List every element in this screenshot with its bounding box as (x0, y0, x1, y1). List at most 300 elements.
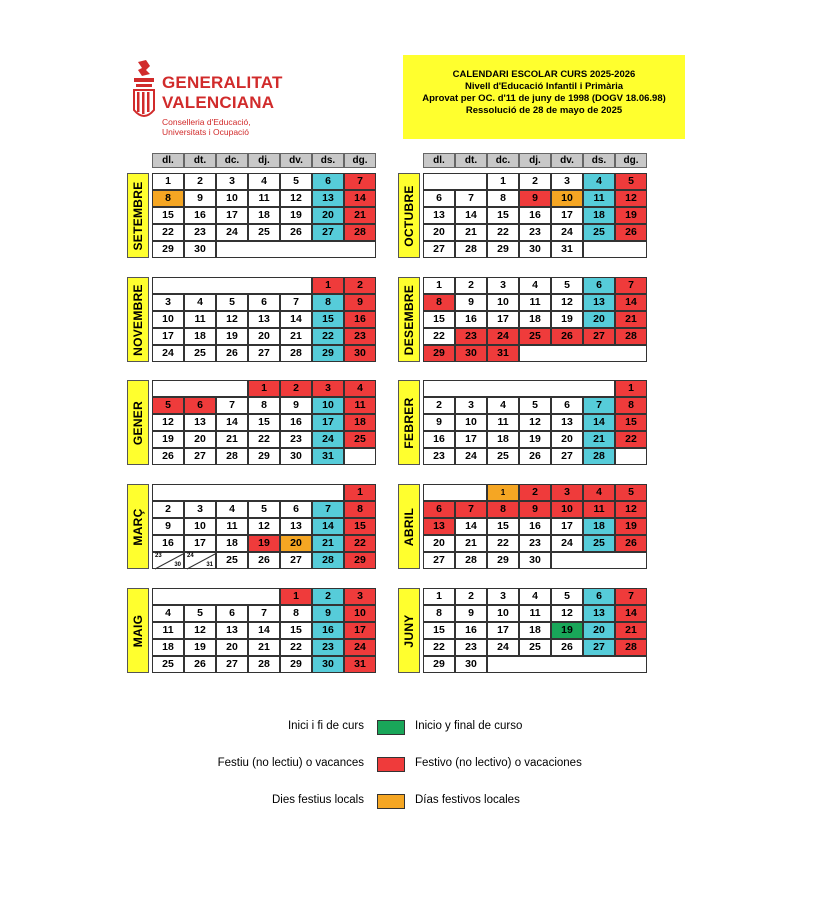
month-name: FEBRER (402, 396, 416, 449)
day-cell: 29 (487, 552, 519, 569)
day-cell: 20 (248, 328, 280, 345)
day-cell: 8 (487, 190, 519, 207)
weekday-header: dj. (519, 153, 551, 168)
day-cell: 16 (423, 431, 455, 448)
day-cell: 4 (487, 397, 519, 414)
day-cell: 22 (344, 535, 376, 552)
day-cell: 12 (615, 501, 647, 518)
day-cell: 28 (280, 345, 312, 362)
day-cell: 30 (519, 552, 551, 569)
day-cell: 1 (344, 484, 376, 501)
weekday-header: ds. (583, 153, 615, 168)
month-label-band (127, 277, 149, 362)
day-cell: 13 (423, 518, 455, 535)
day-cell: 10 (312, 397, 344, 414)
day-cell: 29 (152, 241, 184, 258)
day-cell: 16 (152, 535, 184, 552)
weekday-header: dg. (615, 153, 647, 168)
day-cell: 26 (551, 328, 583, 345)
day-cell: 18 (519, 622, 551, 639)
day-cell: 26 (615, 535, 647, 552)
day-cell: 27 (551, 448, 583, 465)
day-cell: 23 (455, 639, 487, 656)
day-cell: 3 (551, 173, 583, 190)
day-cell: 16 (344, 311, 376, 328)
day-cell: 28 (248, 656, 280, 673)
day-cell: 17 (184, 535, 216, 552)
generalitat-emblem-icon (132, 60, 156, 132)
day-cell: 28 (583, 448, 615, 465)
header-title: CALENDARI ESCOLAR CURS 2025-2026 (452, 69, 636, 80)
split-day-first: 24 (187, 553, 194, 559)
day-cell: 29 (487, 241, 519, 258)
day-cell: 21 (615, 311, 647, 328)
day-cell: 14 (615, 605, 647, 622)
weekday-header: dl. (152, 153, 184, 168)
day-cell: 15 (280, 622, 312, 639)
day-cell: 25 (583, 535, 615, 552)
split-day-cell (184, 552, 216, 569)
day-cell: 25 (519, 639, 551, 656)
logo-name-line2: VALENCIANA (162, 93, 275, 112)
day-cell: 1 (248, 380, 280, 397)
day-cell: 4 (184, 294, 216, 311)
day-cell: 22 (248, 431, 280, 448)
day-cell: 7 (455, 190, 487, 207)
day-cell: 26 (519, 448, 551, 465)
day-cell: 3 (312, 380, 344, 397)
day-cell: 26 (152, 448, 184, 465)
day-cell: 19 (519, 431, 551, 448)
day-cell: 4 (519, 277, 551, 294)
day-cell: 24 (344, 639, 376, 656)
logo-name-line1: GENERALITAT (162, 73, 283, 92)
day-cell: 20 (551, 431, 583, 448)
day-cell: 25 (519, 328, 551, 345)
day-cell: 16 (184, 207, 216, 224)
day-cell: 6 (583, 277, 615, 294)
day-cell: 1 (423, 277, 455, 294)
day-cell: 12 (184, 622, 216, 639)
day-cell: 19 (216, 328, 248, 345)
day-cell: 27 (583, 639, 615, 656)
day-cell: 9 (312, 605, 344, 622)
empty-cell (152, 588, 280, 605)
day-cell: 6 (423, 190, 455, 207)
day-cell: 15 (615, 414, 647, 431)
day-cell: 24 (551, 535, 583, 552)
day-cell: 8 (423, 605, 455, 622)
day-cell: 29 (423, 656, 455, 673)
day-cell: 29 (248, 448, 280, 465)
month-label-band (398, 380, 420, 465)
day-cell: 4 (583, 484, 615, 501)
day-cell: 3 (551, 484, 583, 501)
day-cell: 8 (280, 605, 312, 622)
day-cell: 30 (455, 656, 487, 673)
day-cell: 4 (152, 605, 184, 622)
day-cell: 28 (216, 448, 248, 465)
day-cell: 2 (519, 484, 551, 501)
day-cell: 1 (487, 484, 519, 501)
legend-label-es: Días festivos locales (415, 794, 520, 806)
day-cell: 5 (615, 173, 647, 190)
day-cell: 19 (248, 535, 280, 552)
day-cell: 28 (344, 224, 376, 241)
day-cell: 13 (583, 605, 615, 622)
legend-label-es: Inicio y final de curso (415, 720, 523, 732)
day-cell: 30 (344, 345, 376, 362)
day-cell: 31 (487, 345, 519, 362)
day-cell: 5 (551, 588, 583, 605)
day-cell: 1 (423, 588, 455, 605)
day-cell: 22 (487, 224, 519, 241)
day-cell: 13 (551, 414, 583, 431)
empty-cell (423, 484, 487, 501)
day-cell: 1 (280, 588, 312, 605)
day-cell: 31 (344, 656, 376, 673)
day-cell: 8 (423, 294, 455, 311)
day-cell: 6 (248, 294, 280, 311)
day-cell: 9 (152, 518, 184, 535)
legend-label-es: Festivo (no lectivo) o vacaciones (415, 757, 582, 769)
day-cell: 23 (344, 328, 376, 345)
day-cell: 9 (423, 414, 455, 431)
day-cell: 27 (280, 552, 312, 569)
weekday-header: dl. (423, 153, 455, 168)
day-cell: 17 (551, 518, 583, 535)
day-cell: 10 (455, 414, 487, 431)
day-cell: 25 (216, 552, 248, 569)
legend-label-ca: Dies festius locals (271, 794, 364, 806)
day-cell: 22 (312, 328, 344, 345)
day-cell: 24 (312, 431, 344, 448)
day-cell: 17 (455, 431, 487, 448)
day-cell: 24 (551, 224, 583, 241)
day-cell: 4 (519, 588, 551, 605)
empty-cell (519, 345, 647, 362)
day-cell: 25 (152, 656, 184, 673)
day-cell: 16 (455, 311, 487, 328)
day-cell: 31 (312, 448, 344, 465)
day-cell: 14 (344, 190, 376, 207)
day-cell: 8 (152, 190, 184, 207)
day-cell: 21 (455, 224, 487, 241)
day-cell: 23 (423, 448, 455, 465)
empty-cell (551, 552, 647, 569)
day-cell: 7 (216, 397, 248, 414)
day-cell: 14 (248, 622, 280, 639)
legend-swatch (377, 757, 405, 772)
day-cell: 20 (423, 535, 455, 552)
day-cell: 28 (455, 552, 487, 569)
day-cell: 20 (184, 431, 216, 448)
month-label-band (127, 588, 149, 673)
day-cell: 24 (487, 639, 519, 656)
day-cell: 26 (184, 656, 216, 673)
day-cell: 2 (519, 173, 551, 190)
day-cell: 9 (184, 190, 216, 207)
day-cell: 23 (519, 535, 551, 552)
day-cell: 9 (519, 501, 551, 518)
day-cell: 8 (344, 501, 376, 518)
day-cell: 18 (248, 207, 280, 224)
day-cell: 15 (344, 518, 376, 535)
day-cell: 21 (344, 207, 376, 224)
day-cell: 18 (152, 639, 184, 656)
empty-cell (152, 380, 248, 397)
split-day-cell (152, 552, 184, 569)
day-cell: 13 (423, 207, 455, 224)
day-cell: 17 (487, 622, 519, 639)
day-cell: 13 (312, 190, 344, 207)
month-name: SETEMBRE (131, 180, 145, 251)
day-cell: 20 (423, 224, 455, 241)
day-cell: 5 (519, 397, 551, 414)
day-cell: 11 (519, 605, 551, 622)
day-cell: 14 (312, 518, 344, 535)
empty-cell (216, 241, 376, 258)
day-cell: 16 (519, 518, 551, 535)
day-cell: 27 (216, 656, 248, 673)
day-cell: 10 (487, 294, 519, 311)
day-cell: 30 (312, 656, 344, 673)
day-cell: 28 (455, 241, 487, 258)
day-cell: 3 (184, 501, 216, 518)
day-cell: 11 (344, 397, 376, 414)
day-cell: 25 (583, 224, 615, 241)
legend-label-ca: Festiu (no lectiu) o vacances (217, 757, 364, 769)
day-cell: 2 (423, 397, 455, 414)
day-cell: 4 (248, 173, 280, 190)
day-cell: 3 (152, 294, 184, 311)
day-cell: 30 (455, 345, 487, 362)
month-label-band (398, 484, 420, 569)
day-cell: 28 (615, 328, 647, 345)
day-cell: 16 (280, 414, 312, 431)
day-cell: 27 (423, 241, 455, 258)
header-resolution: Ressolució de 28 de mayo de 2025 (465, 105, 623, 116)
day-cell: 6 (583, 588, 615, 605)
day-cell: 7 (280, 294, 312, 311)
month-label-band (127, 380, 149, 465)
day-cell: 11 (216, 518, 248, 535)
day-cell: 30 (519, 241, 551, 258)
day-cell: 29 (423, 345, 455, 362)
day-cell: 22 (615, 431, 647, 448)
day-cell: 3 (455, 397, 487, 414)
day-cell: 6 (551, 397, 583, 414)
day-cell: 14 (455, 207, 487, 224)
legend-item (150, 718, 650, 738)
day-cell: 16 (519, 207, 551, 224)
day-cell: 20 (583, 622, 615, 639)
legend-item (150, 792, 650, 812)
day-cell: 2 (455, 277, 487, 294)
day-cell: 19 (615, 518, 647, 535)
month-label-band (127, 173, 149, 258)
day-cell: 11 (583, 501, 615, 518)
day-cell: 11 (487, 414, 519, 431)
day-cell: 6 (216, 605, 248, 622)
empty-cell (423, 173, 487, 190)
calendar-header (403, 55, 685, 139)
day-cell: 21 (583, 431, 615, 448)
day-cell: 15 (487, 518, 519, 535)
day-cell: 12 (551, 605, 583, 622)
day-cell: 1 (312, 277, 344, 294)
day-cell: 3 (216, 173, 248, 190)
weekday-header: dc. (487, 153, 519, 168)
day-cell: 26 (216, 345, 248, 362)
day-cell: 3 (487, 277, 519, 294)
day-cell: 15 (248, 414, 280, 431)
day-cell: 2 (312, 588, 344, 605)
logo-subtitle (162, 117, 251, 137)
day-cell: 14 (583, 414, 615, 431)
day-cell: 11 (248, 190, 280, 207)
day-cell: 2 (344, 277, 376, 294)
day-cell: 19 (280, 207, 312, 224)
month-name: NOVEMBRE (131, 283, 145, 356)
day-cell: 12 (615, 190, 647, 207)
month-name: GENER (131, 400, 145, 445)
day-cell: 5 (248, 501, 280, 518)
day-cell: 2 (184, 173, 216, 190)
day-cell: 16 (455, 622, 487, 639)
day-cell: 10 (487, 605, 519, 622)
day-cell: 12 (551, 294, 583, 311)
split-day-second: 30 (174, 562, 181, 568)
day-cell: 25 (184, 345, 216, 362)
day-cell: 10 (216, 190, 248, 207)
split-day-second: 31 (206, 562, 213, 568)
day-cell: 18 (583, 518, 615, 535)
day-cell: 8 (312, 294, 344, 311)
empty-cell (344, 448, 376, 465)
day-cell: 30 (280, 448, 312, 465)
day-cell: 20 (216, 639, 248, 656)
empty-cell (615, 448, 647, 465)
day-cell: 2 (280, 380, 312, 397)
weekday-header: dg. (344, 153, 376, 168)
day-cell: 18 (184, 328, 216, 345)
day-cell: 18 (216, 535, 248, 552)
month-name: OCTUBRE (402, 184, 416, 247)
day-cell: 27 (583, 328, 615, 345)
day-cell: 12 (216, 311, 248, 328)
day-cell: 26 (248, 552, 280, 569)
day-cell: 11 (519, 294, 551, 311)
day-cell: 5 (615, 484, 647, 501)
day-cell: 7 (312, 501, 344, 518)
day-cell: 17 (152, 328, 184, 345)
day-cell: 9 (344, 294, 376, 311)
day-cell: 4 (344, 380, 376, 397)
day-cell: 15 (152, 207, 184, 224)
day-cell: 14 (455, 518, 487, 535)
day-cell: 4 (583, 173, 615, 190)
header-approval: Aprovat per OC. d'11 de juny de 1998 (DOGV 18.06.98) (422, 93, 666, 104)
day-cell: 5 (280, 173, 312, 190)
day-cell: 22 (423, 328, 455, 345)
day-cell: 19 (152, 431, 184, 448)
empty-cell (583, 241, 647, 258)
day-cell: 23 (184, 224, 216, 241)
day-cell: 11 (583, 190, 615, 207)
day-cell: 6 (312, 173, 344, 190)
month-name: ABRIL (402, 507, 416, 546)
day-cell: 1 (487, 173, 519, 190)
day-cell: 17 (344, 622, 376, 639)
day-cell: 11 (184, 311, 216, 328)
day-cell: 16 (312, 622, 344, 639)
day-cell: 22 (152, 224, 184, 241)
day-cell: 5 (152, 397, 184, 414)
day-cell: 28 (615, 639, 647, 656)
day-cell: 25 (248, 224, 280, 241)
weekday-header: dt. (455, 153, 487, 168)
day-cell: 30 (184, 241, 216, 258)
day-cell: 6 (423, 501, 455, 518)
day-cell: 3 (487, 588, 519, 605)
day-cell: 21 (280, 328, 312, 345)
day-cell: 13 (583, 294, 615, 311)
day-cell: 21 (455, 535, 487, 552)
day-cell: 25 (344, 431, 376, 448)
weekday-header: dt. (184, 153, 216, 168)
empty-cell (152, 484, 344, 501)
day-cell: 17 (551, 207, 583, 224)
day-cell: 5 (216, 294, 248, 311)
day-cell: 18 (583, 207, 615, 224)
day-cell: 7 (455, 501, 487, 518)
day-cell: 9 (519, 190, 551, 207)
day-cell: 18 (344, 414, 376, 431)
day-cell: 12 (152, 414, 184, 431)
day-cell: 20 (583, 311, 615, 328)
day-cell: 17 (312, 414, 344, 431)
weekday-header: dj. (248, 153, 280, 168)
day-cell: 24 (152, 345, 184, 362)
day-cell: 18 (487, 431, 519, 448)
day-cell: 10 (551, 501, 583, 518)
empty-cell (423, 380, 615, 397)
day-cell: 24 (455, 448, 487, 465)
day-cell: 21 (216, 431, 248, 448)
day-cell: 13 (280, 518, 312, 535)
day-cell: 2 (455, 588, 487, 605)
day-cell: 24 (487, 328, 519, 345)
day-cell: 13 (184, 414, 216, 431)
day-cell: 1 (615, 380, 647, 397)
day-cell: 5 (184, 605, 216, 622)
day-cell: 8 (487, 501, 519, 518)
day-cell: 8 (248, 397, 280, 414)
day-cell: 8 (615, 397, 647, 414)
day-cell: 23 (519, 224, 551, 241)
day-cell: 22 (280, 639, 312, 656)
day-cell: 19 (615, 207, 647, 224)
day-cell: 19 (551, 311, 583, 328)
day-cell: 23 (455, 328, 487, 345)
month-label-band (127, 484, 149, 569)
day-cell: 23 (280, 431, 312, 448)
day-cell: 29 (280, 656, 312, 673)
day-cell: 7 (344, 173, 376, 190)
day-cell: 7 (248, 605, 280, 622)
day-cell: 20 (280, 535, 312, 552)
